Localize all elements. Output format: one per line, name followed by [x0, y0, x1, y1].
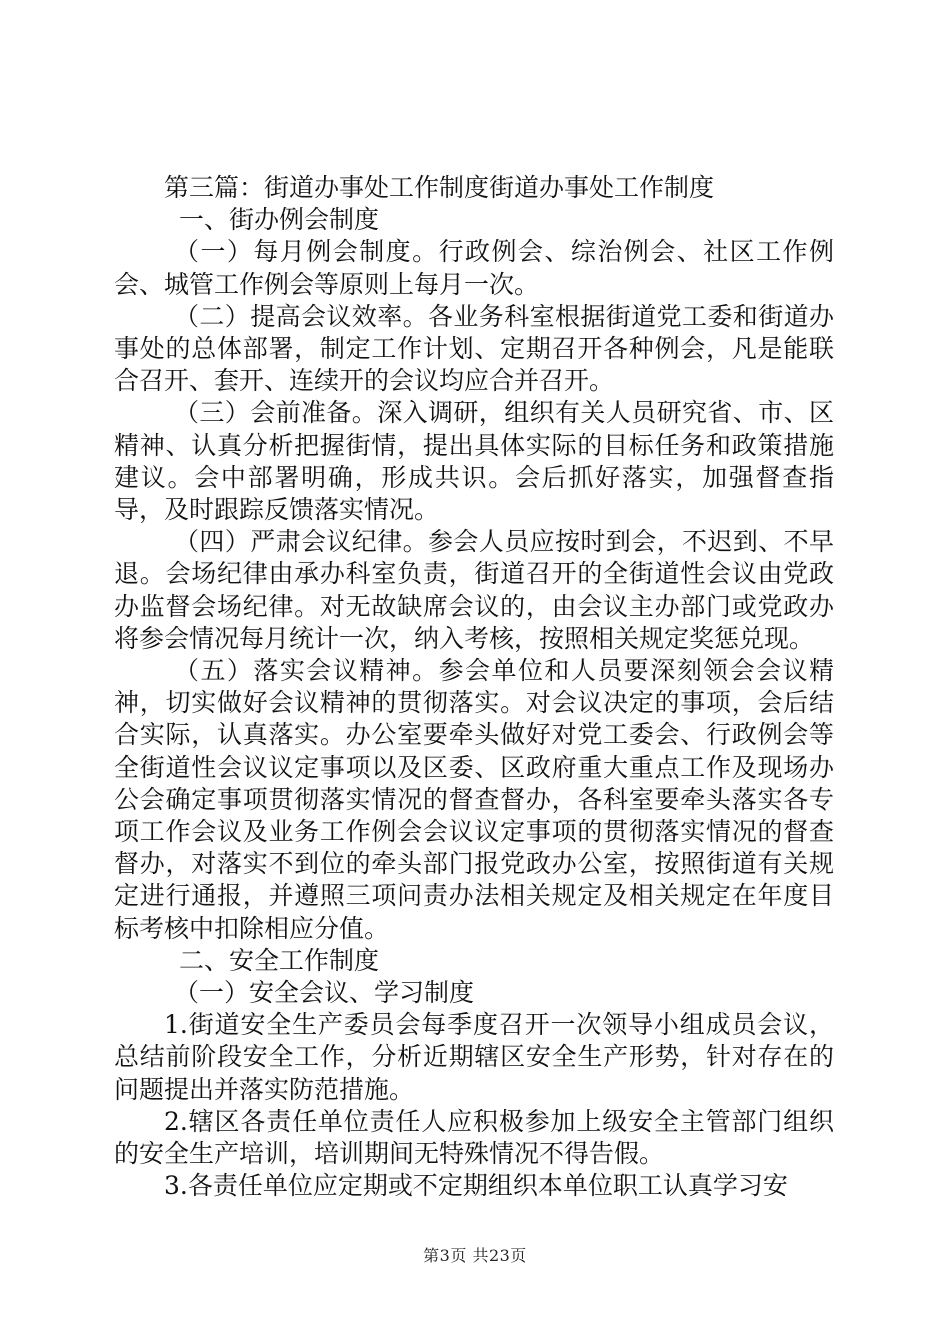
subsection-heading: （一）安全会议、学习制度 [174, 978, 475, 1008]
paragraph-2: （二）提高会议效率。各业务科室根据街道党工委和街道办事处的总体部署，制定工作计划、定期召开各种例会，凡是能联合召开、套开、连续开的会议均应合并召开。 [114, 301, 834, 396]
paragraph-4: （四）严肃会议纪律。参会人员应按时到会，不迟到、不早退。会场纪律由承办科室负责，街道召开的全街道性会议由党政办监督会场纪律。对无故缺席会议的，由会议主办部门或党政办将参会情况每月统计一次，纳入考核，按照相关规定奖惩兑现。 [114, 527, 834, 653]
section-heading-1: 一、街办例会制度 [179, 205, 380, 235]
paragraph-6: 1.街道安全生产委员会每季度召开一次领导小组成员会议，总结前阶段安全工作，分析近期辖区安全生产形势，针对存在的问题提出并落实防范措施。 [114, 1010, 834, 1104]
document-title: 第三篇：街道办事处工作制度街道办事处工作制度 [164, 173, 715, 202]
paragraph-5: （五）落实会议精神。参会单位和人员要深刻领会会议精神，切实做好会议精神的贯彻落实。对会议决定的事项，会后结合实际，认真落实。办公室要牵头做好对党工委会、行政例会等全街道性会议议定事项以及区委、区政府重大重点工作及现场办公会确定事项贯彻落实情况的督查督办，各科室要牵头落实各专项工作会议及业务工作例会会议议定事项的贯彻落实情况的督查督办，对落实不到位的牵头部门报党政办公室，按照街道有关规定进行通报，并遵照三项问责办法相关规定及相关规定在年度目标考核中扣除相应分值。 [114, 656, 834, 943]
paragraph-3: （三）会前准备。深入调研，组织有关人员研究省、市、区精神、认真分析把握街情，提出具体实际的目标任务和政策措施建议。会中部署明确，形成共识。会后抓好落实，加强督查指导，及时跟踪反馈落实情况。 [114, 398, 834, 525]
section-heading-2: 二、安全工作制度 [179, 945, 380, 975]
page-number-footer: 第3页 共23页 [423, 1246, 527, 1265]
paragraph-1: （一）每月例会制度。行政例会、综治例会、社区工作例会、城管工作例会等原则上每月一次。 [114, 237, 834, 299]
paragraph-8: 3.各责任单位应定期或不定期组织本单位职工认真学习安 [164, 1171, 788, 1201]
document-body [114, 172, 834, 1203]
paragraph-7: 2.辖区各责任单位责任人应积极参加上级安全主管部门组织的安全生产培训，培训期间无特殊情况不得告假。 [114, 1106, 834, 1169]
